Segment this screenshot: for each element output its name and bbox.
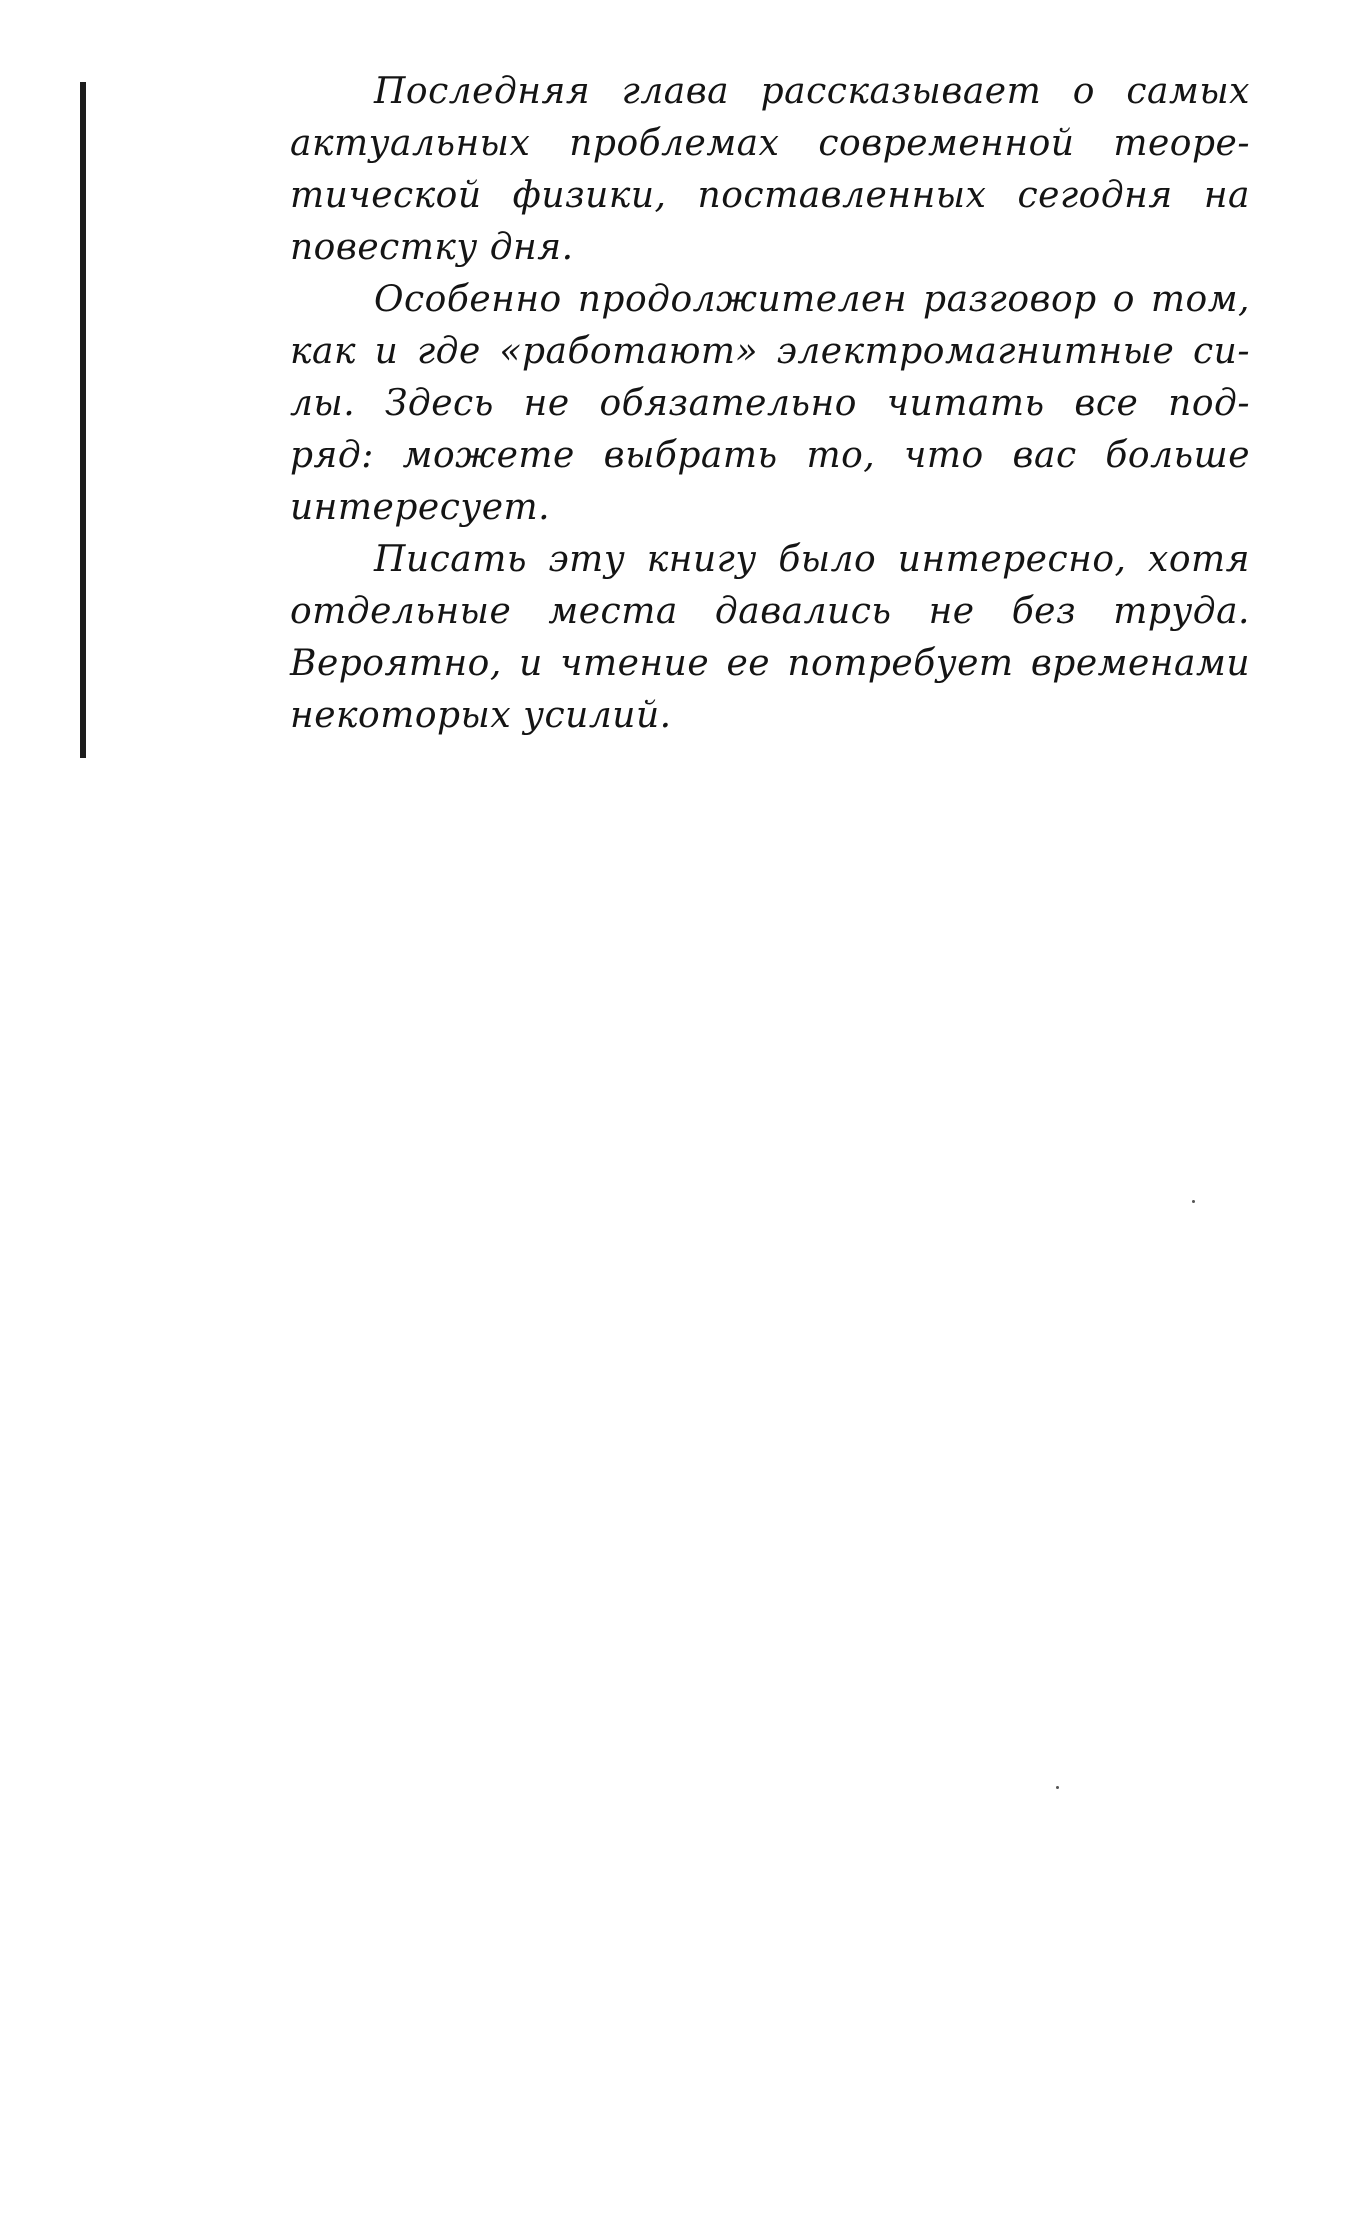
print-speck <box>1056 1786 1059 1789</box>
paragraph-line: Последняя глава рассказывает о самых <box>374 71 1250 112</box>
margin-vertical-rule <box>80 82 86 758</box>
paragraph-line: тической физики, поставленных сегодня на <box>290 175 1250 216</box>
paragraph-line: Особенно продолжителен разговор о том, <box>374 279 1250 320</box>
paragraph-line: как и где «работают» электромагнитные си- <box>290 331 1250 372</box>
paragraph-line: актуальных проблемах современной теоре- <box>290 123 1250 164</box>
paragraph-1 <box>290 66 1250 274</box>
paragraph-line: повестку дня. <box>290 227 574 268</box>
text-block <box>290 66 1250 742</box>
paragraph-line: ряд: можете выбрать то, что вас больше <box>290 435 1250 476</box>
paragraph-line: Писать эту книгу было интересно, хотя <box>374 539 1250 580</box>
paragraph-3 <box>290 534 1250 742</box>
paragraph-line: некоторых усилий. <box>290 695 672 736</box>
paragraph-2 <box>290 274 1250 534</box>
paragraph-line: интересует. <box>290 487 551 528</box>
paragraph-line: отдельные места давались не без труда. <box>290 591 1250 632</box>
paragraph-line: Вероятно, и чтение ее потребует временами <box>290 643 1250 684</box>
paragraph-line: лы. Здесь не обязательно читать все под- <box>290 383 1250 424</box>
print-speck <box>1192 1200 1195 1203</box>
